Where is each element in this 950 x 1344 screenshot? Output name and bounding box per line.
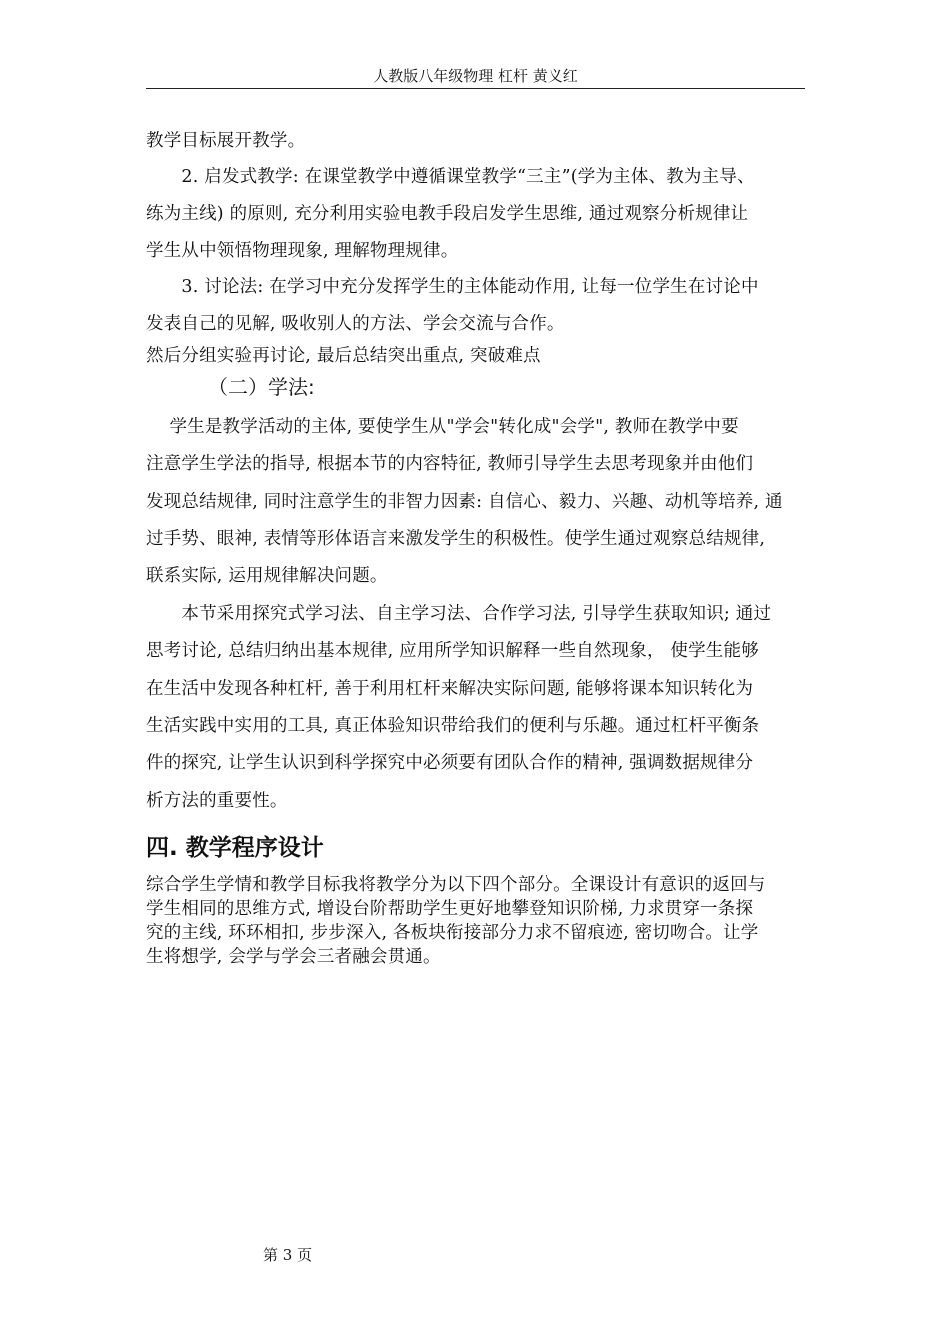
body-line: 2. 启发式教学: 在课堂教学中遵循课堂教学“三主”(学为主体、教为主导、 <box>146 167 755 187</box>
section-heading-four: 四. 教学程序设计 <box>146 835 324 861</box>
xuefa-line: 联系实际, 运用规律解决问题。 <box>146 566 388 586</box>
xuefa-line: 本节采用探究式学习法、自主学习法、合作学习法, 引导学生获取知识; 通过 <box>146 604 772 624</box>
xuefa-line: 思考讨论, 总结归纳出基本规律, 应用所学知识解释一些自然现象， 使学生能够 <box>146 641 759 661</box>
xuefa-line: 在生活中发现各种杠杆, 善于利用杠杆来解决实际问题, 能够将课本知识转化为 <box>146 679 754 699</box>
xuefa-line: 析方法的重要性。 <box>146 791 288 811</box>
four-line: 学生相同的思维方式, 增设台阶帮助学生更好地攀登知识阶梯, 力求贯穿一条探 <box>146 899 754 919</box>
body-line: 学生从中领悟物理现象, 理解物理规律。 <box>146 241 459 261</box>
xuefa-line: 件的探究, 让学生认识到科学探究中必须要有团队合作的精神, 强调数据规律分 <box>146 753 754 773</box>
xuefa-line: 学生是教学活动的主体, 要使学生从"学会"转化成"会学", 教师在教学中要 <box>146 417 739 437</box>
four-line: 综合学生学情和教学目标我将教学分为以下四个部分。全课设计有意识的返回与 <box>146 875 766 895</box>
section-heading-xuefa: （二）学法: <box>208 375 315 399</box>
four-line: 生将想学, 会学与学会三者融会贯通。 <box>146 947 441 967</box>
body-line: 3. 讨论法: 在学习中充分发挥学生的主体能动作用, 让每一位学生在讨论中 <box>146 277 759 297</box>
body-line: 教学目标展开教学。 <box>146 131 306 151</box>
xuefa-line: 发现总结规律, 同时注意学生的非智力因素: 自信心、毅力、兴趣、动机等培养, 通 <box>146 492 783 512</box>
page-number: 第 3 页 <box>263 1246 313 1264</box>
body-line: 练为主线) 的原则, 充分利用实验电教手段启发学生思维, 通过观察分析规律让 <box>146 204 749 224</box>
xuefa-line: 注意学生学法的指导, 根据本节的内容特征, 教师引导学生去思考现象并由他们 <box>146 454 754 474</box>
page-header: 人教版八年级物理 杠杆 黄义红 <box>146 66 805 89</box>
xuefa-line: 生活实践中实用的工具, 真正体验知识带给我们的便利与乐趣。通过杠杆平衡条 <box>146 716 760 736</box>
four-line: 究的主线, 环环相扣, 步步深入, 各板块衔接部分力求不留痕迹, 密切吻合。让学 <box>146 923 759 943</box>
body-line: 然后分组实验再讨论, 最后总结突出重点, 突破难点 <box>146 346 541 366</box>
xuefa-line: 过手势、眼神, 表情等形体语言来激发学生的积极性。使学生通过观察总结规律, <box>146 529 766 549</box>
body-line: 发表自己的见解, 吸收别人的方法、学会交流与合作。 <box>146 314 565 334</box>
